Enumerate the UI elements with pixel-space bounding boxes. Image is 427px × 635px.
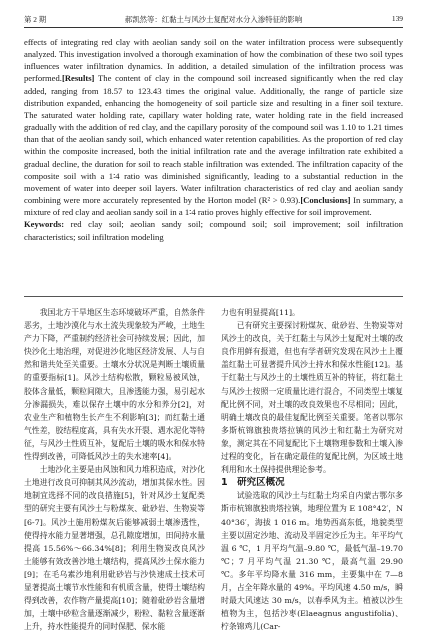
body-paragraph: 力也有明显提高[11]。	[221, 308, 300, 317]
keywords-line	[24, 218, 403, 242]
abstract-results-text: The content of clay in the compound soil increased significantly when the red clay added, ranging from 18.57 to 123.43 times the original value. Additionally, the range of particle size distribution expanded, enhancing the homogeneity of soil particle size and resulting in a finer soil texture. The saturated water holding rate, capillary water holding rate, water holding rate in the field increased gradually with the addition of red clay, and the capillary porosity of the compound soil was 1.10 to 1.21 times than that of the aeolian sandy soil, which enhanced water retention capabilities. As the proportion of red clay within the composite increased, both the initial infiltration rate and the average infiltration rate exhibited a gradual decline, the duration for soil to reach stable infiltration was extended. The infiltration capacity of the composite soil with a 1∶4 ratio was diminished significantly, leading to a substantial reduction in the movement of water into deeper soil layers. Water infiltration characteristics of red clay and aeolian sandy combining were more accurately represented by the Horton model (R² > 0.93).	[24, 73, 403, 206]
abstract-methods-text: effects of integrating red clay with aeolian sandy soil on the water infiltration process were subsequently analyzed. This investigation involved a thorough examination of how the combination of these two soil types influences water infiltration dynamics. In addition, a detailed simulation of the infiltration process was performed.	[24, 37, 403, 84]
running-title: 郝凯然等：红黏土与风沙土复配对水分入渗特征的影响	[124, 15, 303, 24]
results-label: [Results]	[61, 73, 95, 84]
keywords-label: Keywords:	[24, 219, 65, 230]
english-abstract	[24, 36, 403, 243]
header-rule	[24, 27, 403, 28]
abstract-paragraph	[24, 36, 403, 218]
page-number: 139	[391, 14, 403, 23]
running-header	[24, 14, 403, 26]
body-paragraph: 土地沙化主要是由风蚀和风力堆积造成，对沙化土地进行改良可抑制其风沙流动，增加其保水性。因地制宜选择不同的改良措施[5]，针对风沙土复配类型的研究主要有风沙土与粉煤灰、砒砂岩、生物炭等[6-7]。风沙土施用粉煤灰后能够减弱土壤渗透性，使得持水能力显著增强，总孔隙度增加，田间持水量提高 15.56%～66.34%[8]；利用生物炭改良风沙土能够有效改善沙地土壤结构，提高风沙土保水能力[9]；在毛乌素沙地利用砒砂岩与沙快速成土技术可显著提高土壤节水性能和有机质含量，使得土壤结构得到改善，农作物产量提高[10]；随着砒砂岩含量增加，土壤中砂粒含量逐渐减少，粉粒、黏粒含量逐渐上升，持水性能提升的同时保肥、保水能	[24, 465, 205, 632]
right-column	[221, 306, 403, 633]
abstract-conclusions-text: In summary, a mixture of red clay and aeolian sandy soil in a 1∶4 ratio proves highly effective for soil improvement.	[24, 195, 403, 218]
abstract-separator	[24, 296, 403, 297]
body-paragraph: 我国北方干旱地区生态环境破坏严重，自然条件恶劣，土地沙漠化与水土流失现象较为严峻，土地生产力下降，严重制约经济社会可持续发展；因此，加快沙化土地治理，对促进沙化地区经济发展、人与自然和谐共处至关重要。土壤水分状况是判断土壤质量的重要指标[1]。风沙土结构松散，颗粒易被风蚀，胶体含量低，颗粒间隙大，且渗透能力强，易引起水分渗漏损失，难以保存土壤中的水分和养分[2]，对农业生产和植物生长产生不利影响[3]；而红黏土通气性差，胶结程度高，具有失水开裂、遇水泥化等特征，与风沙土性质互补，复配后土壤的吸水和保水特性得到改善，可降低风沙土的失水速率[4]。	[24, 308, 205, 462]
section-heading: 1 研究区概况	[221, 477, 285, 489]
issue-number: 第 2 期	[24, 15, 47, 24]
body-paragraph: 试验选取的风沙土与红黏土均采自内蒙古鄂尔多斯市杭锦旗独贵塔拉镇，地理位置为 E 108°42′，N 40°36′，海拔 1 016 m。地势西高东低，地貌类型主要以固定沙地、流动及半固定沙丘为主。年平均气温 6 ℃，1 月平均气温–9.80 ℃，最低气温–19.70 ℃；7 月平均气温 21.30 ℃，最高气温 29.90 ℃。多年平均降水量 316 mm，主要集中在 7—8 月，占全年降水量的 49%。平均风速 4.50 m/s，瞬时最大风速达 30 m/s，以春季风为主。植被以沙生植物为主，包括沙枣(Elaeagnus angustifolia)、柠条锦鸡儿(Car-	[221, 491, 403, 632]
keywords-text: red clay soil; aeolian sandy soil; compound soil; soil improvement; soil infiltration characteristics; soil infiltration modeling	[24, 219, 403, 242]
body-paragraph: 已有研究主要探讨粉煤灰、砒砂岩、生物炭等对风沙土的改良，关于红黏土与风沙土复配对土壤的改良作用鲜有报道，但也有学者研究发现在风沙土上覆盖红黏土可显著提升风沙土持水和保水性能[12]。基于红黏土与风沙土的土壤性质互补的特征，将红黏土与风沙土按照一定质量比进行混合，不同类型土壤复配比例不同，对土壤的改良效果也不尽相同；因此，明确土壤改良的最佳复配比例至关重要。笔者以鄂尔多斯杭锦旗独贵塔拉镇的风沙土和红黏土为研究对象，测定其在不同复配比下土壤物理参数和土壤入渗过程的变化，旨在确定最佳的复配比例，为区域土地利用和水土保持提供理论参考。	[221, 321, 403, 475]
conclusions-label: [Conclusions]	[300, 195, 351, 206]
left-column	[24, 306, 205, 633]
